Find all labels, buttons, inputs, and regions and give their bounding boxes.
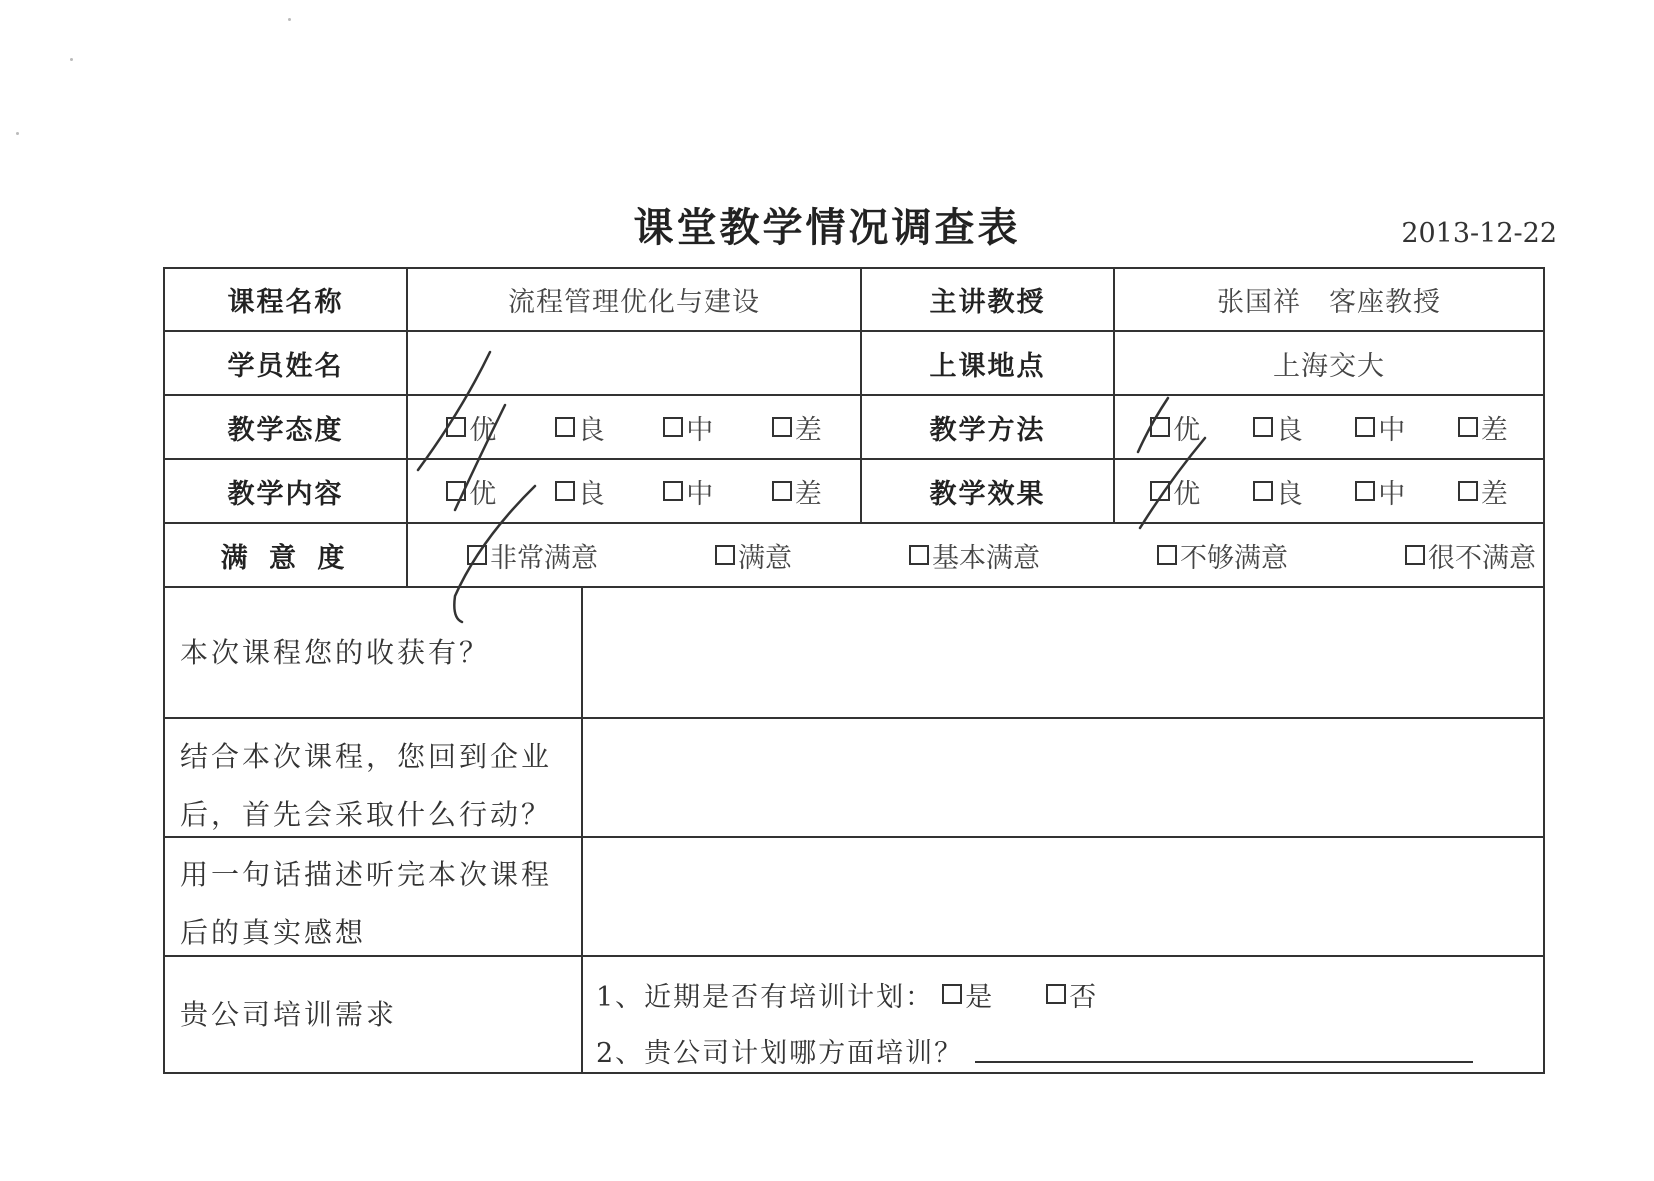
plan-no-option[interactable]: 否 — [1038, 975, 1098, 1014]
checkbox-icon[interactable] — [715, 545, 735, 565]
checkbox-icon[interactable] — [772, 417, 792, 437]
checkbox-icon[interactable] — [1150, 417, 1170, 437]
method-option[interactable]: 差 — [1458, 408, 1508, 447]
checkbox-icon[interactable] — [1458, 417, 1478, 437]
attitude-option[interactable]: 优 — [446, 408, 496, 447]
attitude-option[interactable]: 良 — [555, 408, 605, 447]
training-plan-row: 1、近期是否有培训计划： 是 否 — [596, 966, 1536, 1022]
form-date: 2013-12-22 — [1401, 218, 1557, 249]
checkbox-icon[interactable] — [446, 481, 466, 501]
answer-action-field[interactable] — [582, 718, 1544, 837]
form-title: 课堂教学情况调查表 — [633, 205, 1021, 251]
question-action: 结合本次课程，您回到企业 后，首先会采取什么行动？ — [180, 740, 553, 831]
checkbox-icon[interactable] — [555, 417, 575, 437]
training-needs-label: 贵公司培训需求 — [180, 997, 398, 1031]
location-label: 上课地点 — [929, 350, 1046, 382]
question-gain: 本次课程您的收获有？ — [180, 635, 491, 669]
checkbox-icon[interactable] — [663, 417, 683, 437]
checkbox-icon[interactable] — [942, 984, 962, 1004]
method-options — [1114, 395, 1544, 459]
satisfaction-option[interactable]: 基本满意 — [909, 536, 1040, 575]
satisfaction-option[interactable]: 很不满意 — [1405, 536, 1536, 575]
content-label: 教学内容 — [227, 478, 344, 510]
course-name-value[interactable]: 流程管理优化与建设 — [508, 287, 760, 318]
course-name-label: 课程名称 — [227, 287, 344, 318]
satisfaction-label: 满 意 度 — [220, 542, 351, 574]
checkbox-icon[interactable] — [555, 481, 575, 501]
method-option[interactable]: 良 — [1253, 408, 1303, 447]
checkbox-icon[interactable] — [1150, 481, 1170, 501]
effect-option[interactable]: 中 — [1355, 472, 1405, 511]
checkbox-icon[interactable] — [1253, 481, 1273, 501]
effect-option[interactable]: 差 — [1458, 472, 1508, 511]
location-value[interactable]: 上海交大 — [1273, 350, 1385, 382]
effect-options — [1114, 459, 1544, 523]
plan-yes-option[interactable]: 是 — [934, 975, 994, 1014]
effect-label: 教学效果 — [929, 478, 1046, 510]
attitude-label: 教学态度 — [227, 414, 344, 446]
attitude-options — [407, 395, 861, 459]
attitude-option[interactable]: 差 — [772, 408, 822, 447]
checkbox-icon[interactable] — [909, 545, 929, 565]
content-option[interactable]: 良 — [555, 472, 605, 511]
answer-feeling-field[interactable] — [582, 837, 1544, 956]
checkbox-icon[interactable] — [1355, 417, 1375, 437]
content-option[interactable]: 中 — [663, 472, 713, 511]
checkbox-icon[interactable] — [1046, 984, 1066, 1004]
method-option[interactable]: 中 — [1355, 408, 1405, 447]
student-name-label: 学员姓名 — [227, 350, 344, 382]
content-option[interactable]: 差 — [772, 472, 822, 511]
satisfaction-option[interactable]: 非常满意 — [467, 536, 598, 575]
checkbox-icon[interactable] — [446, 417, 466, 437]
checkbox-icon[interactable] — [1405, 545, 1425, 565]
method-label: 教学方法 — [929, 414, 1046, 446]
satisfaction-options — [407, 523, 1544, 587]
attitude-option[interactable]: 中 — [663, 408, 713, 447]
checkbox-icon[interactable] — [1253, 417, 1273, 437]
checkbox-icon[interactable] — [1355, 481, 1375, 501]
effect-option[interactable]: 良 — [1253, 472, 1303, 511]
training-needs — [596, 966, 1536, 1078]
method-option[interactable]: 优 — [1150, 408, 1200, 447]
checkbox-icon[interactable] — [663, 481, 683, 501]
checkbox-icon[interactable] — [1157, 545, 1177, 565]
training-area-field[interactable] — [975, 1037, 1473, 1063]
satisfaction-option[interactable]: 满意 — [715, 536, 792, 575]
satisfaction-option[interactable]: 不够满意 — [1157, 536, 1288, 575]
training-area-row: 2、贵公司计划哪方面培训？ — [596, 1022, 1536, 1078]
lecturer-label: 主讲教授 — [929, 287, 1046, 318]
content-options — [407, 459, 861, 523]
lecturer-value[interactable]: 张国祥 客座教授 — [1217, 287, 1441, 318]
checkbox-icon[interactable] — [1458, 481, 1478, 501]
checkbox-icon[interactable] — [772, 481, 792, 501]
checkbox-icon[interactable] — [467, 545, 487, 565]
answer-gain-field[interactable] — [582, 587, 1544, 718]
effect-option[interactable]: 优 — [1150, 472, 1200, 511]
question-feeling: 用一句话描述听完本次课程 后的真实感想 — [180, 858, 553, 949]
content-option[interactable]: 优 — [446, 472, 496, 511]
student-name-field[interactable] — [407, 331, 861, 395]
